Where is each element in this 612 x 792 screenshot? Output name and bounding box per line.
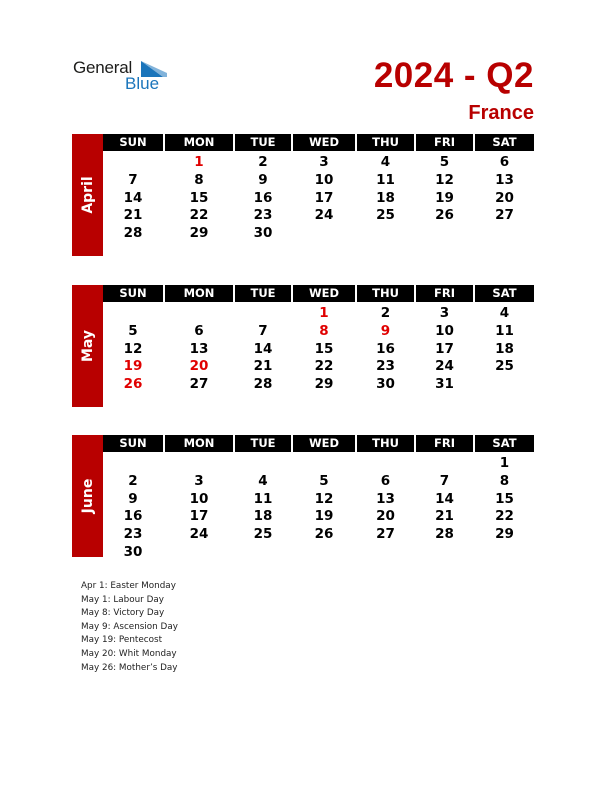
empty-day-cell [165,454,233,472]
empty-day-cell [475,375,534,393]
day-cell: 16 [123,508,143,525]
day-cell: 2 [258,154,268,170]
holiday-item: May 19: Pentecost [81,635,163,646]
empty-day-cell [235,304,291,322]
week-row [103,340,540,358]
day-cell: 22 [189,207,209,224]
day-cell: 13 [189,340,209,357]
day-cell: 19 [123,358,143,375]
empty-day-cell [293,454,355,472]
weekday-label: SAT [475,435,534,452]
weekday-label: SUN [103,285,163,302]
weekday-label: SAT [475,134,534,151]
holiday-list [81,580,178,675]
day-cell: 1 [319,305,329,321]
day-cell: 11 [376,171,395,188]
month-april [72,134,540,256]
week-row [103,189,540,207]
week-row [103,525,540,543]
day-cell: 18 [376,189,395,206]
page-title: 2024 - Q2 [373,56,534,95]
week-row [103,153,540,171]
weekday-label: FRI [416,285,473,302]
day-cell: 13 [495,171,514,188]
empty-day-cell [235,454,291,472]
day-cell: 17 [189,508,209,525]
day-cell: 31 [435,376,454,393]
day-cell: 3 [439,305,450,321]
day-cell: 11 [495,322,514,339]
week-row [103,357,540,375]
empty-day-cell [165,304,233,322]
day-cell: 26 [435,207,454,224]
day-cell: 14 [435,490,454,507]
day-cell: 17 [435,340,454,357]
empty-day-cell [357,224,414,242]
day-cell: 19 [435,189,454,206]
day-cell: 6 [194,322,204,339]
day-cell: 21 [253,358,273,375]
day-cell: 17 [314,189,334,206]
weekday-header [103,285,540,302]
day-cell: 20 [376,508,395,525]
week-row [103,543,540,561]
weekday-label: SUN [103,435,163,452]
day-cell: 15 [189,189,209,206]
day-cell: 4 [380,154,391,170]
empty-day-cell [103,153,163,171]
day-cell: 7 [128,171,138,188]
empty-day-cell [475,543,534,561]
day-cell: 4 [499,305,510,321]
week-row [103,472,540,490]
day-cell: 25 [495,358,514,375]
day-cell: 28 [123,225,143,242]
holiday-item: May 8: Victory Day [81,608,165,619]
day-cell: 10 [189,490,209,507]
weekday-label: MON [165,134,233,151]
empty-day-cell [103,304,163,322]
day-cell: 22 [495,508,514,525]
day-cell: 3 [194,472,204,489]
weekday-label: FRI [416,134,473,151]
day-cell: 8 [194,171,204,188]
weekday-label: TUE [235,285,291,302]
day-cell: 18 [253,508,273,525]
day-cell: 25 [376,207,395,224]
logo-general-text: General [73,58,133,77]
day-cell: 13 [376,490,395,507]
empty-day-cell [416,543,473,561]
weekday-label: TUE [235,134,291,151]
day-cell: 8 [499,472,510,489]
day-cell: 26 [314,526,334,543]
empty-day-cell [103,454,163,472]
day-cell: 22 [314,358,334,375]
holiday-item: Apr 1: Easter Monday [81,581,176,591]
day-cell: 30 [253,225,273,242]
day-cell: 21 [435,508,454,525]
day-cell: 3 [319,154,329,170]
empty-day-cell [357,454,414,472]
day-cell: 9 [128,490,138,507]
weekday-label: FRI [416,435,473,452]
day-cell: 10 [314,171,334,188]
logo-blue-text: Blue [125,74,160,93]
week-row [103,490,540,508]
day-cell: 9 [258,171,268,188]
weekday-label: MON [165,435,233,452]
week-row [103,322,540,340]
weekday-label: THU [357,285,414,302]
weekday-header [103,134,540,151]
holiday-item: May 9: Ascension Day [81,621,178,632]
day-cell: 28 [253,376,273,393]
day-cell: 15 [314,340,334,357]
empty-day-cell [293,543,355,561]
day-cell: 30 [123,544,143,560]
month-tab [72,134,103,256]
day-cell: 8 [319,322,329,339]
day-cell: 27 [495,207,514,224]
empty-day-cell [165,543,233,561]
month-may [72,285,540,407]
day-cell: 1 [499,455,510,471]
day-cell: 18 [495,340,514,357]
day-cell: 27 [189,376,209,393]
month-name: April [79,176,96,214]
day-cell: 23 [253,207,273,224]
logo [73,58,173,96]
weekday-label: WED [293,435,355,452]
empty-day-cell [416,454,473,472]
month-tab [72,435,103,557]
week-row [103,454,540,472]
weekday-label: TUE [235,435,291,452]
day-cell: 16 [376,340,395,357]
day-cell: 1 [194,154,204,170]
week-row [103,206,540,224]
day-cell: 6 [499,154,510,170]
week-row [103,224,540,242]
day-cell: 14 [123,189,143,206]
day-cell: 29 [495,526,514,543]
day-cell: 15 [495,490,514,507]
day-cell: 29 [189,225,209,242]
empty-day-cell [475,224,534,242]
day-cell: 28 [435,526,454,543]
holiday-item: May 26: Mother’s Day [81,662,178,673]
day-cell: 24 [435,358,454,375]
weekday-label: THU [357,435,414,452]
day-cell: 24 [314,207,334,224]
empty-day-cell [293,224,355,242]
weekday-label: THU [357,134,414,151]
day-cell: 12 [435,171,454,188]
week-row [103,304,540,322]
empty-day-cell [235,543,291,561]
holiday-item: May 1: Labour Day [81,594,164,605]
week-row [103,507,540,525]
day-cell: 21 [123,207,143,224]
day-cell: 5 [128,322,138,339]
day-cell: 12 [123,340,143,357]
weekday-label: SUN [103,134,163,151]
day-cell: 5 [319,472,329,489]
day-cell: 4 [258,472,268,489]
day-cell: 14 [253,340,273,357]
month-name: June [79,478,96,514]
day-cell: 20 [495,189,514,206]
day-cell: 5 [439,154,450,170]
week-row [103,171,540,189]
weekday-label: WED [293,134,355,151]
day-cell: 10 [435,322,454,339]
day-cell: 16 [253,189,273,206]
day-cell: 25 [253,526,273,543]
weekday-label: SAT [475,285,534,302]
day-cell: 7 [258,322,268,339]
empty-day-cell [416,224,473,242]
day-cell: 30 [376,376,395,393]
day-cell: 7 [439,472,450,489]
day-cell: 26 [123,376,143,393]
month-name: May [79,329,96,363]
weekday-label: WED [293,285,355,302]
empty-day-cell [357,543,414,561]
weekday-header [103,435,540,452]
month-june [72,435,540,560]
day-cell: 20 [189,358,209,375]
day-cell: 2 [380,305,391,321]
week-row [103,375,540,393]
weekday-label: MON [165,285,233,302]
day-cell: 29 [314,376,334,393]
day-cell: 11 [253,490,273,507]
day-cell: 23 [123,526,143,543]
month-tab [72,285,103,407]
day-cell: 24 [189,526,209,543]
country-name: France [468,102,534,124]
day-cell: 6 [380,472,391,489]
day-cell: 23 [376,358,395,375]
day-cell: 27 [376,526,395,543]
holiday-item: May 20: Whit Monday [81,648,177,659]
day-cell: 19 [314,508,334,525]
day-cell: 12 [314,490,334,507]
day-cell: 2 [128,472,138,489]
day-cell: 9 [380,322,391,339]
